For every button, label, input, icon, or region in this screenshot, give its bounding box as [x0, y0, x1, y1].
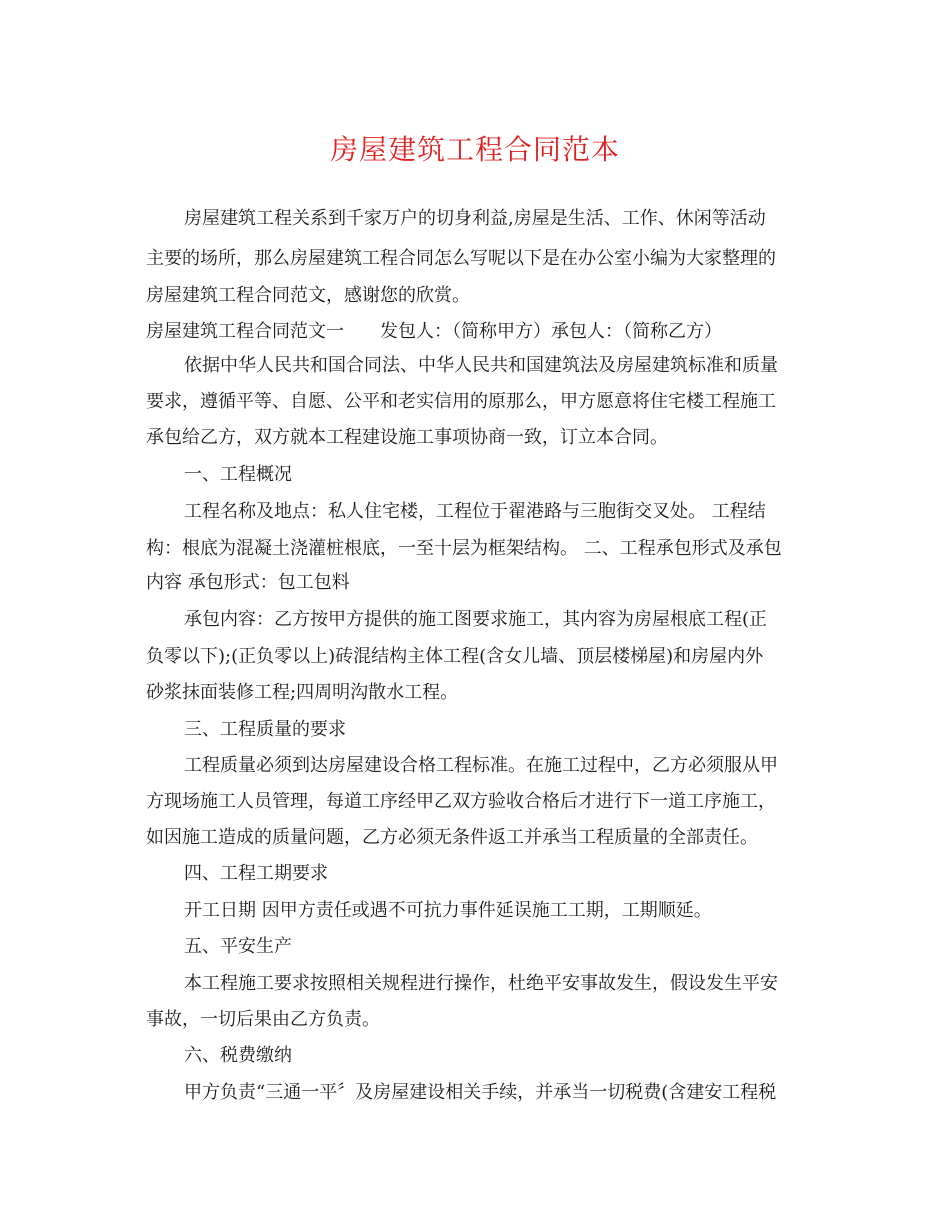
section-2-line-3: 砂浆抹面装修工程;四周明沟散水工程。	[146, 682, 459, 703]
intro-line-2: 主要的场所，那么房屋建筑工程合同怎么写呢以下是在办公室小编为大家整理的	[146, 248, 776, 269]
section-4-line-1: 开工日期 因甲方责任或遇不可抗力事件延误施工工期，工期顺延。	[184, 900, 712, 921]
section-heading-5: 五、平安生产	[184, 936, 292, 957]
section-3-line-3: 如因施工造成的质量问题，乙方必须无条件返工并承当工程质量的全部责任。	[146, 827, 758, 848]
section-3-line-1: 工程质量必须到达房屋建设合格工程标准。在施工过程中，乙方必须服从甲	[184, 755, 778, 776]
preamble-line-3: 承包给乙方，双方就本工程建设施工事项协商一致，订立本合同。	[146, 427, 668, 448]
section-heading-6: 六、税费缴纳	[184, 1045, 292, 1066]
section-3-line-2: 方现场施工人员管理，每道工序经甲乙双方验收合格后才进行下一道工序施工，	[146, 791, 776, 812]
preamble-line-2: 要求，遵循平等、自愿、公平和老实信用的原那么，甲方愿意将住宅楼工程施工	[146, 391, 776, 412]
intro-line-3: 房屋建筑工程合同范文，感谢您的欣赏。	[146, 285, 470, 306]
intro-line-1: 房屋建筑工程关系到千家万户的切身利益,房屋是生活、工作、休闲等活动	[184, 208, 766, 229]
section-6-line-1: 甲方负责“三通一平〞及房屋建设相关手续，并承当一切税费(含建安工程税	[184, 1082, 777, 1103]
section-heading-1: 一、工程概况	[184, 464, 292, 485]
contract-parties-line: 房屋建筑工程合同范文一 发包人：（简称甲方）承包人：（简称乙方）	[146, 321, 722, 342]
section-5-line-1: 本工程施工要求按照相关规程进行操作，杜绝平安事故发生，假设发生平安	[184, 973, 778, 994]
document-title: 房屋建筑工程合同范本	[329, 133, 620, 166]
section-1-line-2: 构：根底为混凝土浇灌桩根底，一至十层为框架结构。 二、工程承包形式及承包	[146, 538, 782, 559]
section-1-line-3: 内容 承包形式：包工包料	[146, 572, 350, 593]
section-5-line-2: 事故，一切后果由乙方负责。	[146, 1009, 380, 1030]
section-1-line-1: 工程名称及地点：私人住宅楼，工程位于翟港路与三胞街交叉处。 工程结	[184, 501, 766, 522]
section-2-line-2: 负零以下);(正负零以上)砖混结构主体工程(含女儿墙、顶层楼梯屋)和房屋内外	[146, 646, 764, 667]
section-2-line-1: 承包内容：乙方按甲方提供的施工图要求施工，其内容为房屋根底工程(正	[184, 609, 768, 630]
preamble-line-1: 依据中华人民共和国合同法、中华人民共和国建筑法及房屋建筑标准和质量	[184, 355, 778, 376]
section-heading-3: 三、工程质量的要求	[184, 719, 346, 740]
section-heading-4: 四、工程工期要求	[184, 863, 328, 884]
